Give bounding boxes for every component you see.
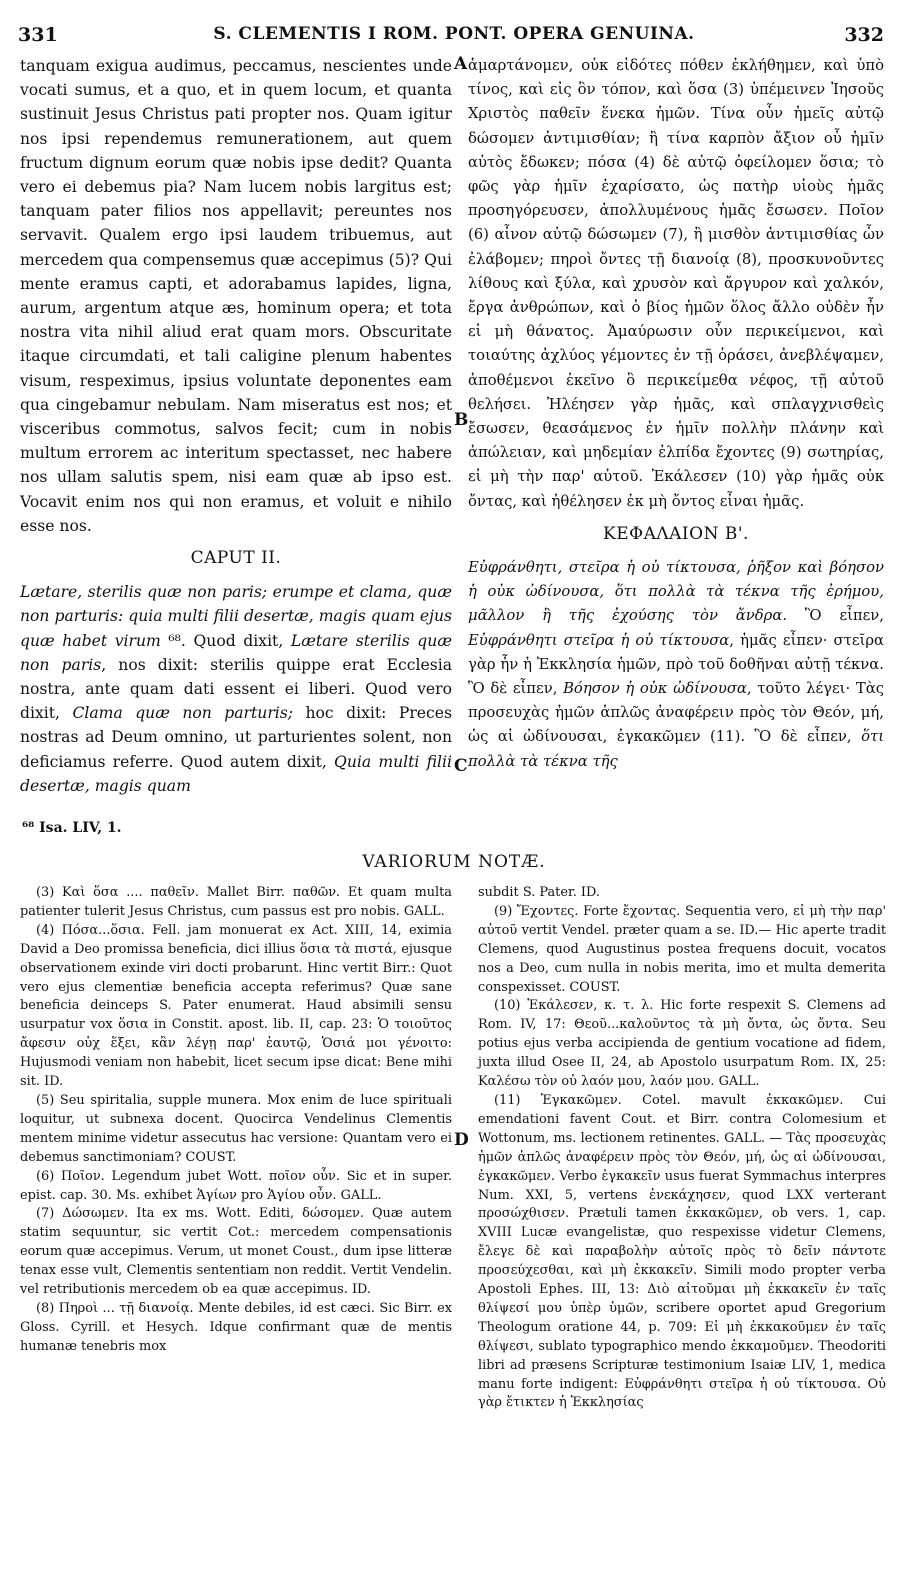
page xyxy=(16,0,892,1573)
note-6: (6) Ποῖον. Legendum jubet Wott. ποῖον οὖν. Sic et in super. epist. cap. 30. Ms. exhibet Ἁγίων pro Ἁγίου οὖν. GALL. xyxy=(20,1168,452,1203)
greek-chapter-heading: ΚΕΦΑΛΑΙΟΝ Β'. xyxy=(603,523,749,544)
latin-chapter-heading: CAPUT II. xyxy=(190,548,282,569)
margin-marker-b: B xyxy=(454,410,469,430)
note-10: (10) Ἐκάλεσεν, κ. τ. λ. Hic forte respexit S. Clemens ad Rom. IV, 17: Θεοῦ...καλοῦντος τὰ μὴ ὄντα, ὡς ὄντα. Seu potius ejus verba accipienda de gentium vocatione ad fidem, juxta illud Osee II, 24, ab Apostolo usurpatum Rom. IX, 25: Καλέσω τὸν οὐ λαόν μου, λαόν μου. GALL. xyxy=(478,998,886,1090)
latin-quote-2: Lætare sterilis quæ non paris xyxy=(20,631,452,674)
latin-paragraph-1: tanquam exigua audimus, peccamus, nescientes unde vocati sumus, et a quo, et in quem locum, et quanta sustinuit Jesus Christus pati propter nos. Quam igitur nos ipsi rependemus remunerationem, aut quem fructum dignum eorum quæ nobis ipse dedit? Quanta vero ei debemus pia? Nam lucem nobis largitus est; tanquam pater filios nos appellavit; pereuntes nos servavit. Qualem ergo ipsi laudem tribuemus, aut mercedem qua compensemus quæ accepimus (5)? Qui mente eramus capti, et adorabamus lapides, ligna, aurum, argentum atque æs, hominum opera; et tota nostra vita nihil aliud erat quam mors. Obscuritate itaque circumdati, et tali caligine plenum habentes visum, respeximus, ipsius voluntate deponentes eam qua cingebamur nebulam. Nam miseratus est nos; et visceribus commotus, salvos fecit; cum in nobis multum errorem ac interitum spectasset, nec habere nos ullam salutis spem, nisi eam quæ ab ipso est. Vocavit enim nos qui non eramus, et voluit e nihilo esse nos. xyxy=(20,57,452,535)
margin-marker-a: A xyxy=(454,54,468,74)
latin-quote-3: Clama quæ non parturis; xyxy=(72,704,294,723)
greek-quote-2: Εὐφράνθητι στεῖρα ἡ οὐ τίκτουσα xyxy=(468,631,730,649)
greek-paragraph-1: ἁμαρτάνομεν, οὐκ εἰδότες πόθεν ἐκλήθημεν, καὶ ὑπὸ τίνος, καὶ εἰς ὃν τόπον, καὶ ὅσα (3) ὑπέμεινεν Ἰησοῦς Χριστὸς παθεῖν ἕνεκα ἡμῶν. Τίνα οὖν ἡμεῖς αὐτῷ δώσομεν ἀντιμισθίαν; ἢ τίνα καρπὸν ἄξιον οὗ ἡμῖν αὐτὸς ἔδωκεν; πόσα (4) δὲ αὐτῷ ὀφείλομεν ὅσια; τὸ φῶς γὰρ ἡμῖν ἐχαρίσατο, ὡς πατὴρ υἱοὺς ἡμᾶς προσηγόρευσεν, ἀπολλυμένους ἡμᾶς ἔσωσεν. Ποῖον (6) αἶνον αὐτῷ δώσωμεν (7), ἢ μισθὸν ἀντιμισθίας ὧν ἐλάβομεν; πηροὶ ὄντες τῇ διανοίᾳ (8), προσκυνοῦντες λίθους καὶ ξύλα, καὶ χρυσὸν καὶ ἄργυρον καὶ χαλκόν, ἔργα ἀνθρώπων, καὶ ὁ βίος ἡμῶν ὅλος ἄλλο οὐδὲν ἦν εἰ μὴ θάνατος. Ἀμαύρωσιν οὖν περικείμενοι, καὶ τοιαύτης ἀχλύος γέμοντες ἐν τῇ ὁράσει, ἀνεβλέψαμεν, ἀποθέμενοι ἐκεῖνο ὃ περικείμεθα νέφος, τῇ αὐτοῦ θελήσει. Ἠλέησεν γὰρ ἡμᾶς, καὶ σπλαγχνισθεὶς ἔσωσεν, θεασάμενος ἐν ἡμῖν πολλὴν πλάνην καὶ ἀπώλειαν, καὶ μηδεμίαν ἐλπίδα ἔχοντες (9) σωτηρίας, εἰ μὴ τὴν παρ' αὐτοῦ. Ἐκάλεσεν (10) γὰρ ἡμᾶς οὐκ ὄντας, καὶ ἠθέλησεν ἐκ μὴ ὄντος εἶναι ἡμᾶς. xyxy=(468,57,884,510)
latin-ref: ⁶⁸. Quod dixit, xyxy=(160,631,291,650)
greek-text-2: , ἡμᾶς εἶπεν· στεῖρα γὰρ ἦν ἡ Ἐκκλησία ἡμῶν, πρὸ τοῦ δοθῆναι αὐτῇ τέκνα. Ὃ δὲ εἶπεν, xyxy=(468,631,885,698)
latin-text-2: , nos dixit: sterilis quippe erat Ecclesia nostra, ante quam dati essent ei liberi. Quod vero dixit, xyxy=(20,655,453,723)
greek-column xyxy=(468,54,884,774)
note-5: (5) Seu spiritalia, supple munera. Mox enim de luce spirituali loquitur, ut subnexa docent. Quocirca Vendelinus Clementis mentem minime videtur assecutus hac versione: Quantam vero ei debemus sanctimoniam? COUST. xyxy=(20,1092,452,1165)
notes-right-column xyxy=(478,884,886,1413)
greek-quote-1: Εὐφράνθητι, στεῖρα ἡ οὐ τίκτουσα, ῥῆξον καὶ βόησον ἡ οὐκ ὠδίνουσα, ὅτι πολλὰ τὰ τέκνα τῆς ἐρήμου, μᾶλλον ἢ τῆς ἐχούσης τὸν ἄνδρα. xyxy=(468,559,884,625)
margin-marker-d: D xyxy=(454,1130,469,1150)
latin-text-3: hoc dixit: Preces nostras ad Deum omnino, ut parturientes solent, non deficiamus referre. Quod autem dixit, xyxy=(20,704,452,771)
greek-text-1: Ὃ εἶπεν, xyxy=(787,607,884,625)
note-3: (3) Καὶ ὅσα .... παθεῖν. Mallet Birr. παθῶν. Et quam multa patienter tulerit Jesus Christus, cum passus est pro nobis. GALL. xyxy=(20,885,452,919)
latin-paragraph-2 xyxy=(20,580,452,798)
variorum-notes-title: VARIORUM NOTÆ. xyxy=(362,852,546,872)
greek-paragraph-2 xyxy=(468,556,884,774)
latin-quote-4: Quia multi filii desertæ, magis quam xyxy=(20,752,452,795)
note-4: (4) Πόσα...ὅσια. Fell. jam monuerat ex Act. XIII, 14, eximia David a Deo promissa beneficia, dici illius ὅσια τὰ πιστά, ejusque observationem exinde viri docti probarunt. Hinc vertit Birr.: Quot vero ejus clementiæ beneficia accepta referimus? Quæ sane beneficia deinceps S. Pater enumerat. Haud absimili sensu usurpatur vox ὅσια in Constit. apost. lib. II, cap. 23: Ὁ τοιοῦτος ἄφεσιν οὐχ ἕξει, κἂν λέγῃ παρ' ἑαυτῷ, Ὁσιά μοι γένοιτο: Hujusmodi veniam non habebit, licet secum ipse dicat: Bene mihi sit. ID. xyxy=(20,922,452,1090)
margin-marker-c: C xyxy=(454,756,468,776)
latin-column xyxy=(20,54,452,798)
note-8-continued: subdit S. Pater. ID. xyxy=(478,885,600,900)
greek-quote-4: ὅτι πολλὰ τὰ τέκνα τῆς xyxy=(468,728,884,770)
running-title: S. CLEMENTIS I ROM. PONT. OPERA GENUINA. xyxy=(213,24,695,44)
note-9: (9) Ἔχοντες. Forte ἔχοντας. Sequentia vero, εἰ μὴ τὴν παρ' αὐτοῦ vertit Vendel. præter quam a se. ID.— Hic aperte tradit Clemens, quod Augustinus postea frequens docuit, vocatos nos a Deo, cum nulla in nobis merita, imo et multa demerita conspexisset. COUST. xyxy=(478,903,886,995)
latin-quote-1: Lætare, sterilis quæ non paris; erumpe et clama, quæ non parturis: quia multi filii desertæ, magis quam ejus quæ habet virum xyxy=(20,583,452,650)
page-number-left: 331 xyxy=(18,24,58,46)
footnote: ⁶⁸ Isa. LIV, 1. xyxy=(22,820,122,836)
greek-text-3: , τοῦτο λέγει· Τὰς προσευχὰς ἡμῶν ἁπλῶς ἀναφέρειν πρὸς τὸν Θεόν, μή, ὡς αἱ ὠδίνουσαι, ἐγκακῶμεν (11). Ὃ δὲ εἶπεν, xyxy=(468,680,884,746)
running-header xyxy=(16,24,892,50)
note-8: (8) Πηροὶ ... τῇ διανοίᾳ. Mente debiles, id est cæci. Sic Birr. ex Gloss. Cyrill. et Hesych. Idque confirmant quæ de mentis humanæ tenebris mox xyxy=(20,1300,452,1354)
note-7: (7) Δώσωμεν. Ita ex ms. Wott. Editi, δώσομεν. Quæ autem statim sequuntur, sic vertit Cot.: mercedem compensationis eorum quæ accepimus. Verum, ut monet Coust., dum ipse litteræ tenax esse vult, Clementis sententiam non reddit. Vertit Vendelin. vel retributionis mercedem ob ea quæ accepimus. ID. xyxy=(20,1206,452,1298)
note-11: (11) Ἐγκακῶμεν. Cotel. mavult ἐκκακῶμεν. Cui emendationi favent Cout. et Birr. contra Colomesium et Wottonum, ms. lectionem retinentes. GALL. — Τὰς προσευχὰς ἡμῶν ἁπλῶς ἀναφέρειν πρὸς τὸν Θεόν, μή, ὡς αἱ ὠδίνουσαι, ἐγκακῶμεν. Verbo ἐγκακεῖν usus fuerat Symmachus interpres Num. XXI, 5, vertens ἐνεκάχησεν, quod LXX verterant προσώχθισεν. Prætuli tamen ἐκκακῶμεν, ob vers. 1, cap. XVIII Lucæ evangelistæ, quo respexisse videtur Clemens, ἔλεγε δὲ καὶ παραβολὴν αὐτοῖς πρὸς τὸ δεῖν πάντοτε προσεύχεσθαι, καὶ μὴ ἐκκακεῖν. Simili modo propter verba Apostoli Ephes. III, 13: Διὸ αἰτοῦμαι μὴ ἐκκακεῖν ἐν ταῖς θλίψεσί μου ὑπὲρ ὑμῶν, scribere oportet apud Gregorium Theologum oratione 44, p. 709: Εἰ μὴ ἐκκακοῦμεν ἐν ταῖς θλίψεσι, sublato typographico mendo ἐκκαμοῦμεν. Theodoriti libri ad præsens Scripturæ testimonium Isaiæ LIV, 1, medica manu forte indigent: Εὐφράνθητι στεῖρα ἡ οὐ τίκτουσα. Οὐ γὰρ ἔτικτεν ἡ Ἐκκλησίας xyxy=(478,1092,886,1411)
greek-quote-3: Βόησον ἡ οὐκ ὠδίνουσα xyxy=(563,680,747,698)
notes-left-column xyxy=(20,884,452,1357)
page-number-right: 332 xyxy=(844,24,884,46)
